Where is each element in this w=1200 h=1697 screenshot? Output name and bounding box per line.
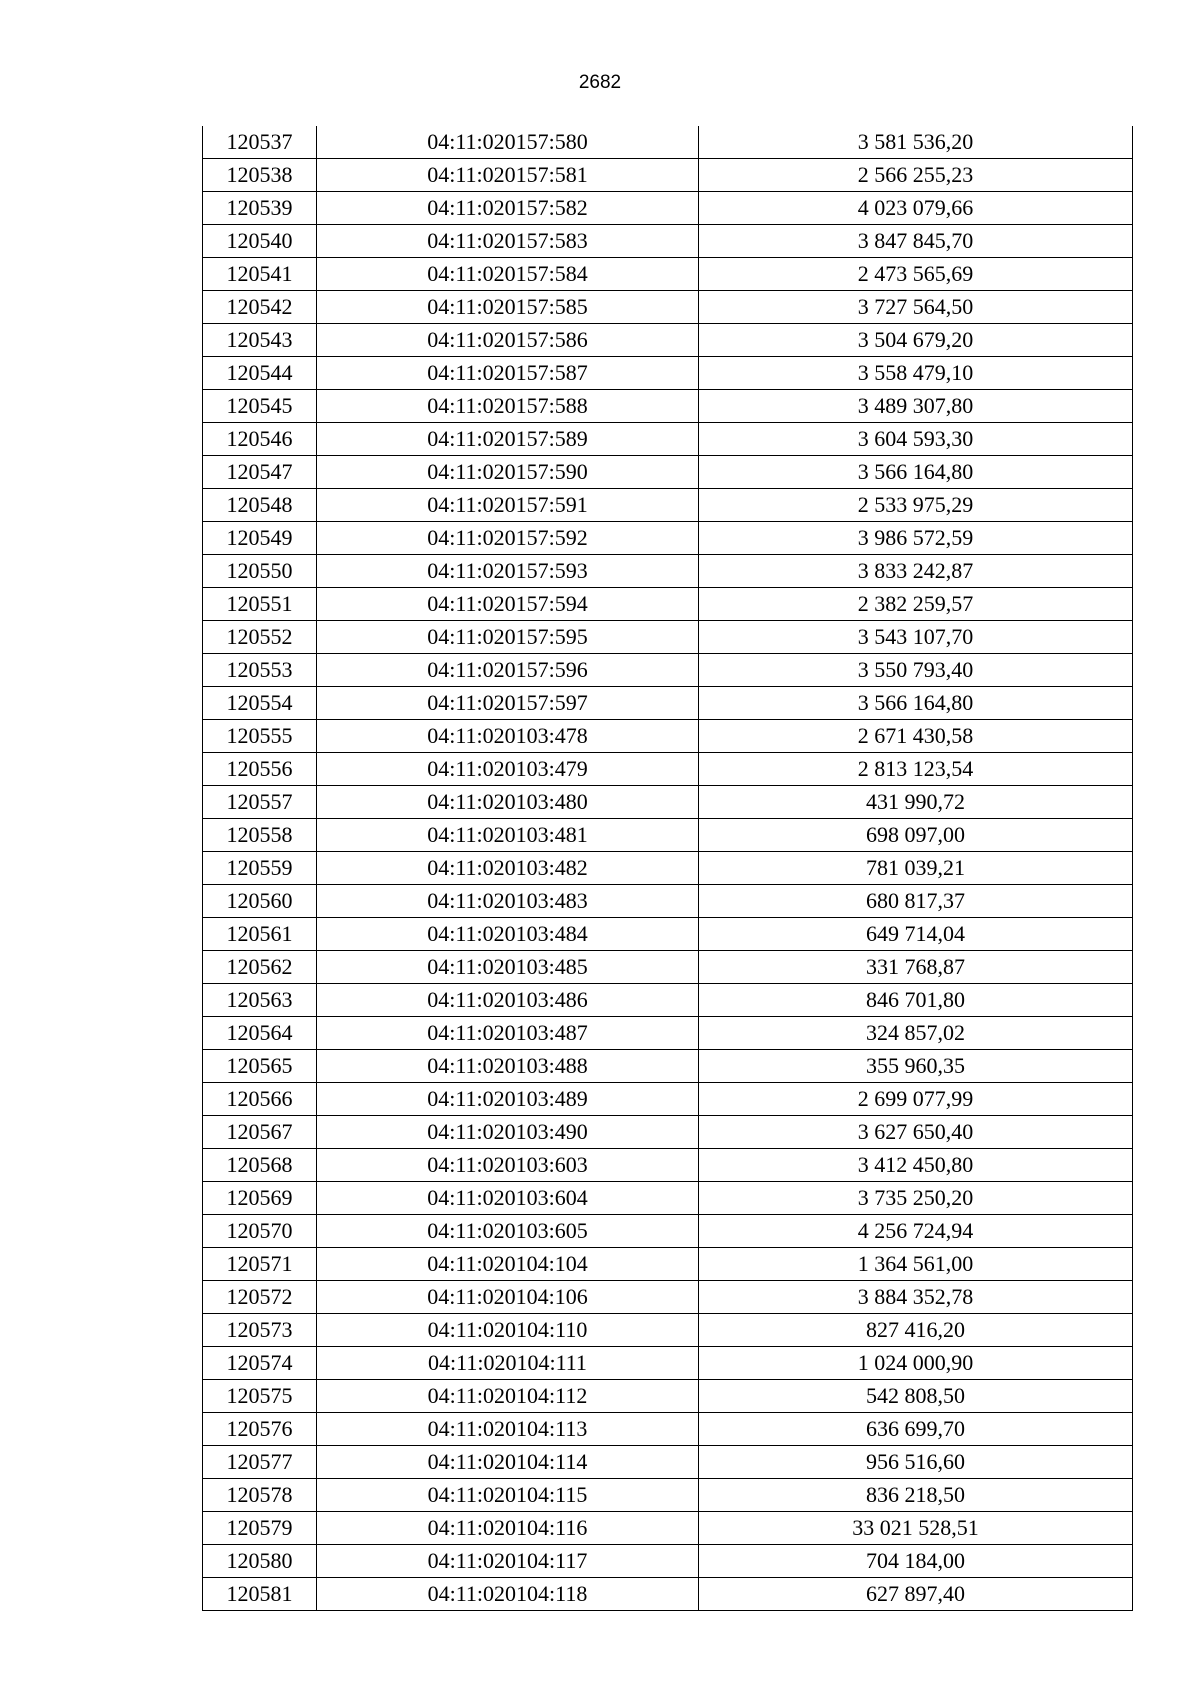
row-number-cell: 120573 — [203, 1314, 317, 1347]
cadastral-number-cell: 04:11:020103:487 — [317, 1017, 699, 1050]
cadastral-value-cell: 2 533 975,29 — [699, 489, 1133, 522]
row-number-cell: 120567 — [203, 1116, 317, 1149]
table-row — [203, 687, 1133, 720]
table-row — [203, 1545, 1133, 1578]
row-number-cell: 120575 — [203, 1380, 317, 1413]
table-row — [203, 357, 1133, 390]
cadastral-value-cell: 3 986 572,59 — [699, 522, 1133, 555]
cadastral-value-cell: 3 550 793,40 — [699, 654, 1133, 687]
row-number-cell: 120562 — [203, 951, 317, 984]
cadastral-value-table — [202, 126, 1133, 1611]
cadastral-number-cell: 04:11:020104:117 — [317, 1545, 699, 1578]
cadastral-value-cell: 3 735 250,20 — [699, 1182, 1133, 1215]
row-number-cell: 120560 — [203, 885, 317, 918]
cadastral-value-cell: 4 023 079,66 — [699, 192, 1133, 225]
cadastral-number-cell: 04:11:020104:112 — [317, 1380, 699, 1413]
row-number-cell: 120546 — [203, 423, 317, 456]
cadastral-value-cell: 1 024 000,90 — [699, 1347, 1133, 1380]
table-row — [203, 1578, 1133, 1611]
cadastral-number-cell: 04:11:020157:588 — [317, 390, 699, 423]
cadastral-value-cell: 3 489 307,80 — [699, 390, 1133, 423]
row-number-cell: 120544 — [203, 357, 317, 390]
cadastral-value-cell: 542 808,50 — [699, 1380, 1133, 1413]
table-row — [203, 522, 1133, 555]
cadastral-number-cell: 04:11:020157:590 — [317, 456, 699, 489]
cadastral-number-cell: 04:11:020157:593 — [317, 555, 699, 588]
cadastral-number-cell: 04:11:020157:596 — [317, 654, 699, 687]
cadastral-value-cell: 3 412 450,80 — [699, 1149, 1133, 1182]
cadastral-value-cell: 3 884 352,78 — [699, 1281, 1133, 1314]
cadastral-number-cell: 04:11:020103:478 — [317, 720, 699, 753]
row-number-cell: 120570 — [203, 1215, 317, 1248]
table-row — [203, 159, 1133, 192]
row-number-cell: 120565 — [203, 1050, 317, 1083]
cadastral-value-cell: 846 701,80 — [699, 984, 1133, 1017]
table-row — [203, 1116, 1133, 1149]
row-number-cell: 120545 — [203, 390, 317, 423]
cadastral-value-cell: 3 833 242,87 — [699, 555, 1133, 588]
table-row — [203, 1314, 1133, 1347]
cadastral-number-cell: 04:11:020103:488 — [317, 1050, 699, 1083]
cadastral-number-cell: 04:11:020157:583 — [317, 225, 699, 258]
cadastral-number-cell: 04:11:020157:582 — [317, 192, 699, 225]
cadastral-value-cell: 636 699,70 — [699, 1413, 1133, 1446]
row-number-cell: 120568 — [203, 1149, 317, 1182]
cadastral-number-cell: 04:11:020104:111 — [317, 1347, 699, 1380]
cadastral-value-cell: 2 671 430,58 — [699, 720, 1133, 753]
row-number-cell: 120569 — [203, 1182, 317, 1215]
table-row — [203, 126, 1133, 159]
cadastral-value-cell: 3 543 107,70 — [699, 621, 1133, 654]
cadastral-value-cell: 627 897,40 — [699, 1578, 1133, 1611]
row-number-cell: 120538 — [203, 159, 317, 192]
cadastral-number-cell: 04:11:020157:597 — [317, 687, 699, 720]
cadastral-value-cell: 331 768,87 — [699, 951, 1133, 984]
row-number-cell: 120574 — [203, 1347, 317, 1380]
table-row — [203, 1017, 1133, 1050]
row-number-cell: 120561 — [203, 918, 317, 951]
cadastral-number-cell: 04:11:020103:481 — [317, 819, 699, 852]
row-number-cell: 120554 — [203, 687, 317, 720]
row-number-cell: 120571 — [203, 1248, 317, 1281]
cadastral-number-cell: 04:11:020157:592 — [317, 522, 699, 555]
cadastral-number-cell: 04:11:020103:479 — [317, 753, 699, 786]
table-row — [203, 1248, 1133, 1281]
row-number-cell: 120577 — [203, 1446, 317, 1479]
cadastral-number-cell: 04:11:020157:595 — [317, 621, 699, 654]
table-row — [203, 1512, 1133, 1545]
cadastral-number-cell: 04:11:020103:489 — [317, 1083, 699, 1116]
cadastral-number-cell: 04:11:020104:115 — [317, 1479, 699, 1512]
row-number-cell: 120556 — [203, 753, 317, 786]
cadastral-value-cell: 781 039,21 — [699, 852, 1133, 885]
cadastral-value-cell: 3 558 479,10 — [699, 357, 1133, 390]
row-number-cell: 120553 — [203, 654, 317, 687]
cadastral-value-cell: 324 857,02 — [699, 1017, 1133, 1050]
row-number-cell: 120541 — [203, 258, 317, 291]
row-number-cell: 120551 — [203, 588, 317, 621]
table-row — [203, 324, 1133, 357]
cadastral-value-cell: 836 218,50 — [699, 1479, 1133, 1512]
cadastral-number-cell: 04:11:020157:581 — [317, 159, 699, 192]
cadastral-value-cell: 680 817,37 — [699, 885, 1133, 918]
cadastral-number-cell: 04:11:020103:604 — [317, 1182, 699, 1215]
cadastral-value-cell: 2 566 255,23 — [699, 159, 1133, 192]
cadastral-number-cell: 04:11:020103:485 — [317, 951, 699, 984]
table-row — [203, 885, 1133, 918]
table-row — [203, 1380, 1133, 1413]
table-row — [203, 1347, 1133, 1380]
table-body — [203, 126, 1133, 1611]
cadastral-value-cell: 2 699 077,99 — [699, 1083, 1133, 1116]
cadastral-number-cell: 04:11:020103:482 — [317, 852, 699, 885]
cadastral-value-cell: 956 516,60 — [699, 1446, 1133, 1479]
cadastral-number-cell: 04:11:020103:486 — [317, 984, 699, 1017]
cadastral-value-cell: 3 566 164,80 — [699, 687, 1133, 720]
cadastral-value-cell: 827 416,20 — [699, 1314, 1133, 1347]
table-row — [203, 621, 1133, 654]
cadastral-value-cell: 2 382 259,57 — [699, 588, 1133, 621]
table-row — [203, 951, 1133, 984]
table-row — [203, 489, 1133, 522]
cadastral-value-cell: 649 714,04 — [699, 918, 1133, 951]
cadastral-value-cell: 1 364 561,00 — [699, 1248, 1133, 1281]
row-number-cell: 120549 — [203, 522, 317, 555]
row-number-cell: 120539 — [203, 192, 317, 225]
cadastral-number-cell: 04:11:020103:603 — [317, 1149, 699, 1182]
row-number-cell: 120550 — [203, 555, 317, 588]
cadastral-number-cell: 04:11:020157:589 — [317, 423, 699, 456]
cadastral-number-cell: 04:11:020104:104 — [317, 1248, 699, 1281]
table-row — [203, 588, 1133, 621]
cadastral-number-cell: 04:11:020104:118 — [317, 1578, 699, 1611]
cadastral-number-cell: 04:11:020103:490 — [317, 1116, 699, 1149]
cadastral-value-cell: 4 256 724,94 — [699, 1215, 1133, 1248]
cadastral-number-cell: 04:11:020104:113 — [317, 1413, 699, 1446]
table-row — [203, 1215, 1133, 1248]
row-number-cell: 120547 — [203, 456, 317, 489]
cadastral-number-cell: 04:11:020103:484 — [317, 918, 699, 951]
row-number-cell: 120578 — [203, 1479, 317, 1512]
cadastral-value-cell: 355 960,35 — [699, 1050, 1133, 1083]
cadastral-number-cell: 04:11:020157:594 — [317, 588, 699, 621]
cadastral-value-cell: 3 604 593,30 — [699, 423, 1133, 456]
cadastral-value-cell: 3 847 845,70 — [699, 225, 1133, 258]
cadastral-number-cell: 04:11:020104:114 — [317, 1446, 699, 1479]
table-row — [203, 753, 1133, 786]
table-row — [203, 456, 1133, 489]
table-row — [203, 984, 1133, 1017]
row-number-cell: 120564 — [203, 1017, 317, 1050]
cadastral-value-cell: 3 727 564,50 — [699, 291, 1133, 324]
row-number-cell: 120548 — [203, 489, 317, 522]
cadastral-value-cell: 3 504 679,20 — [699, 324, 1133, 357]
cadastral-value-cell: 33 021 528,51 — [699, 1512, 1133, 1545]
row-number-cell: 120580 — [203, 1545, 317, 1578]
row-number-cell: 120557 — [203, 786, 317, 819]
cadastral-number-cell: 04:11:020157:580 — [317, 126, 699, 159]
table-row — [203, 390, 1133, 423]
cadastral-number-cell: 04:11:020104:106 — [317, 1281, 699, 1314]
table-row — [203, 918, 1133, 951]
table-row — [203, 1446, 1133, 1479]
table-row — [203, 654, 1133, 687]
cadastral-value-cell: 3 627 650,40 — [699, 1116, 1133, 1149]
table-row — [203, 555, 1133, 588]
cadastral-value-cell: 2 473 565,69 — [699, 258, 1133, 291]
row-number-cell: 120537 — [203, 126, 317, 159]
row-number-cell: 120540 — [203, 225, 317, 258]
row-number-cell: 120563 — [203, 984, 317, 1017]
cadastral-value-cell: 431 990,72 — [699, 786, 1133, 819]
table-row — [203, 423, 1133, 456]
row-number-cell: 120555 — [203, 720, 317, 753]
row-number-cell: 120576 — [203, 1413, 317, 1446]
row-number-cell: 120543 — [203, 324, 317, 357]
cadastral-number-cell: 04:11:020157:585 — [317, 291, 699, 324]
table-row — [203, 1281, 1133, 1314]
cadastral-number-cell: 04:11:020157:586 — [317, 324, 699, 357]
table-row — [203, 258, 1133, 291]
row-number-cell: 120566 — [203, 1083, 317, 1116]
cadastral-number-cell: 04:11:020103:483 — [317, 885, 699, 918]
cadastral-value-cell: 2 813 123,54 — [699, 753, 1133, 786]
table-row — [203, 1413, 1133, 1446]
cadastral-value-cell: 704 184,00 — [699, 1545, 1133, 1578]
cadastral-number-cell: 04:11:020104:116 — [317, 1512, 699, 1545]
table-row — [203, 1182, 1133, 1215]
table-row — [203, 819, 1133, 852]
row-number-cell: 120572 — [203, 1281, 317, 1314]
table-row — [203, 786, 1133, 819]
cadastral-number-cell: 04:11:020157:587 — [317, 357, 699, 390]
cadastral-number-cell: 04:11:020157:591 — [317, 489, 699, 522]
table-row — [203, 720, 1133, 753]
row-number-cell: 120542 — [203, 291, 317, 324]
row-number-cell: 120581 — [203, 1578, 317, 1611]
row-number-cell: 120558 — [203, 819, 317, 852]
cadastral-number-cell: 04:11:020103:605 — [317, 1215, 699, 1248]
table-row — [203, 852, 1133, 885]
table-row — [203, 1083, 1133, 1116]
table-row — [203, 225, 1133, 258]
cadastral-value-cell: 3 581 536,20 — [699, 126, 1133, 159]
table-row — [203, 192, 1133, 225]
table-row — [203, 1050, 1133, 1083]
page-number: 2682 — [578, 72, 622, 93]
cadastral-number-cell: 04:11:020104:110 — [317, 1314, 699, 1347]
cadastral-number-cell: 04:11:020157:584 — [317, 258, 699, 291]
table-row — [203, 1149, 1133, 1182]
table-row — [203, 291, 1133, 324]
row-number-cell: 120579 — [203, 1512, 317, 1545]
row-number-cell: 120552 — [203, 621, 317, 654]
cadastral-value-cell: 698 097,00 — [699, 819, 1133, 852]
cadastral-value-cell: 3 566 164,80 — [699, 456, 1133, 489]
table-row — [203, 1479, 1133, 1512]
row-number-cell: 120559 — [203, 852, 317, 885]
cadastral-number-cell: 04:11:020103:480 — [317, 786, 699, 819]
